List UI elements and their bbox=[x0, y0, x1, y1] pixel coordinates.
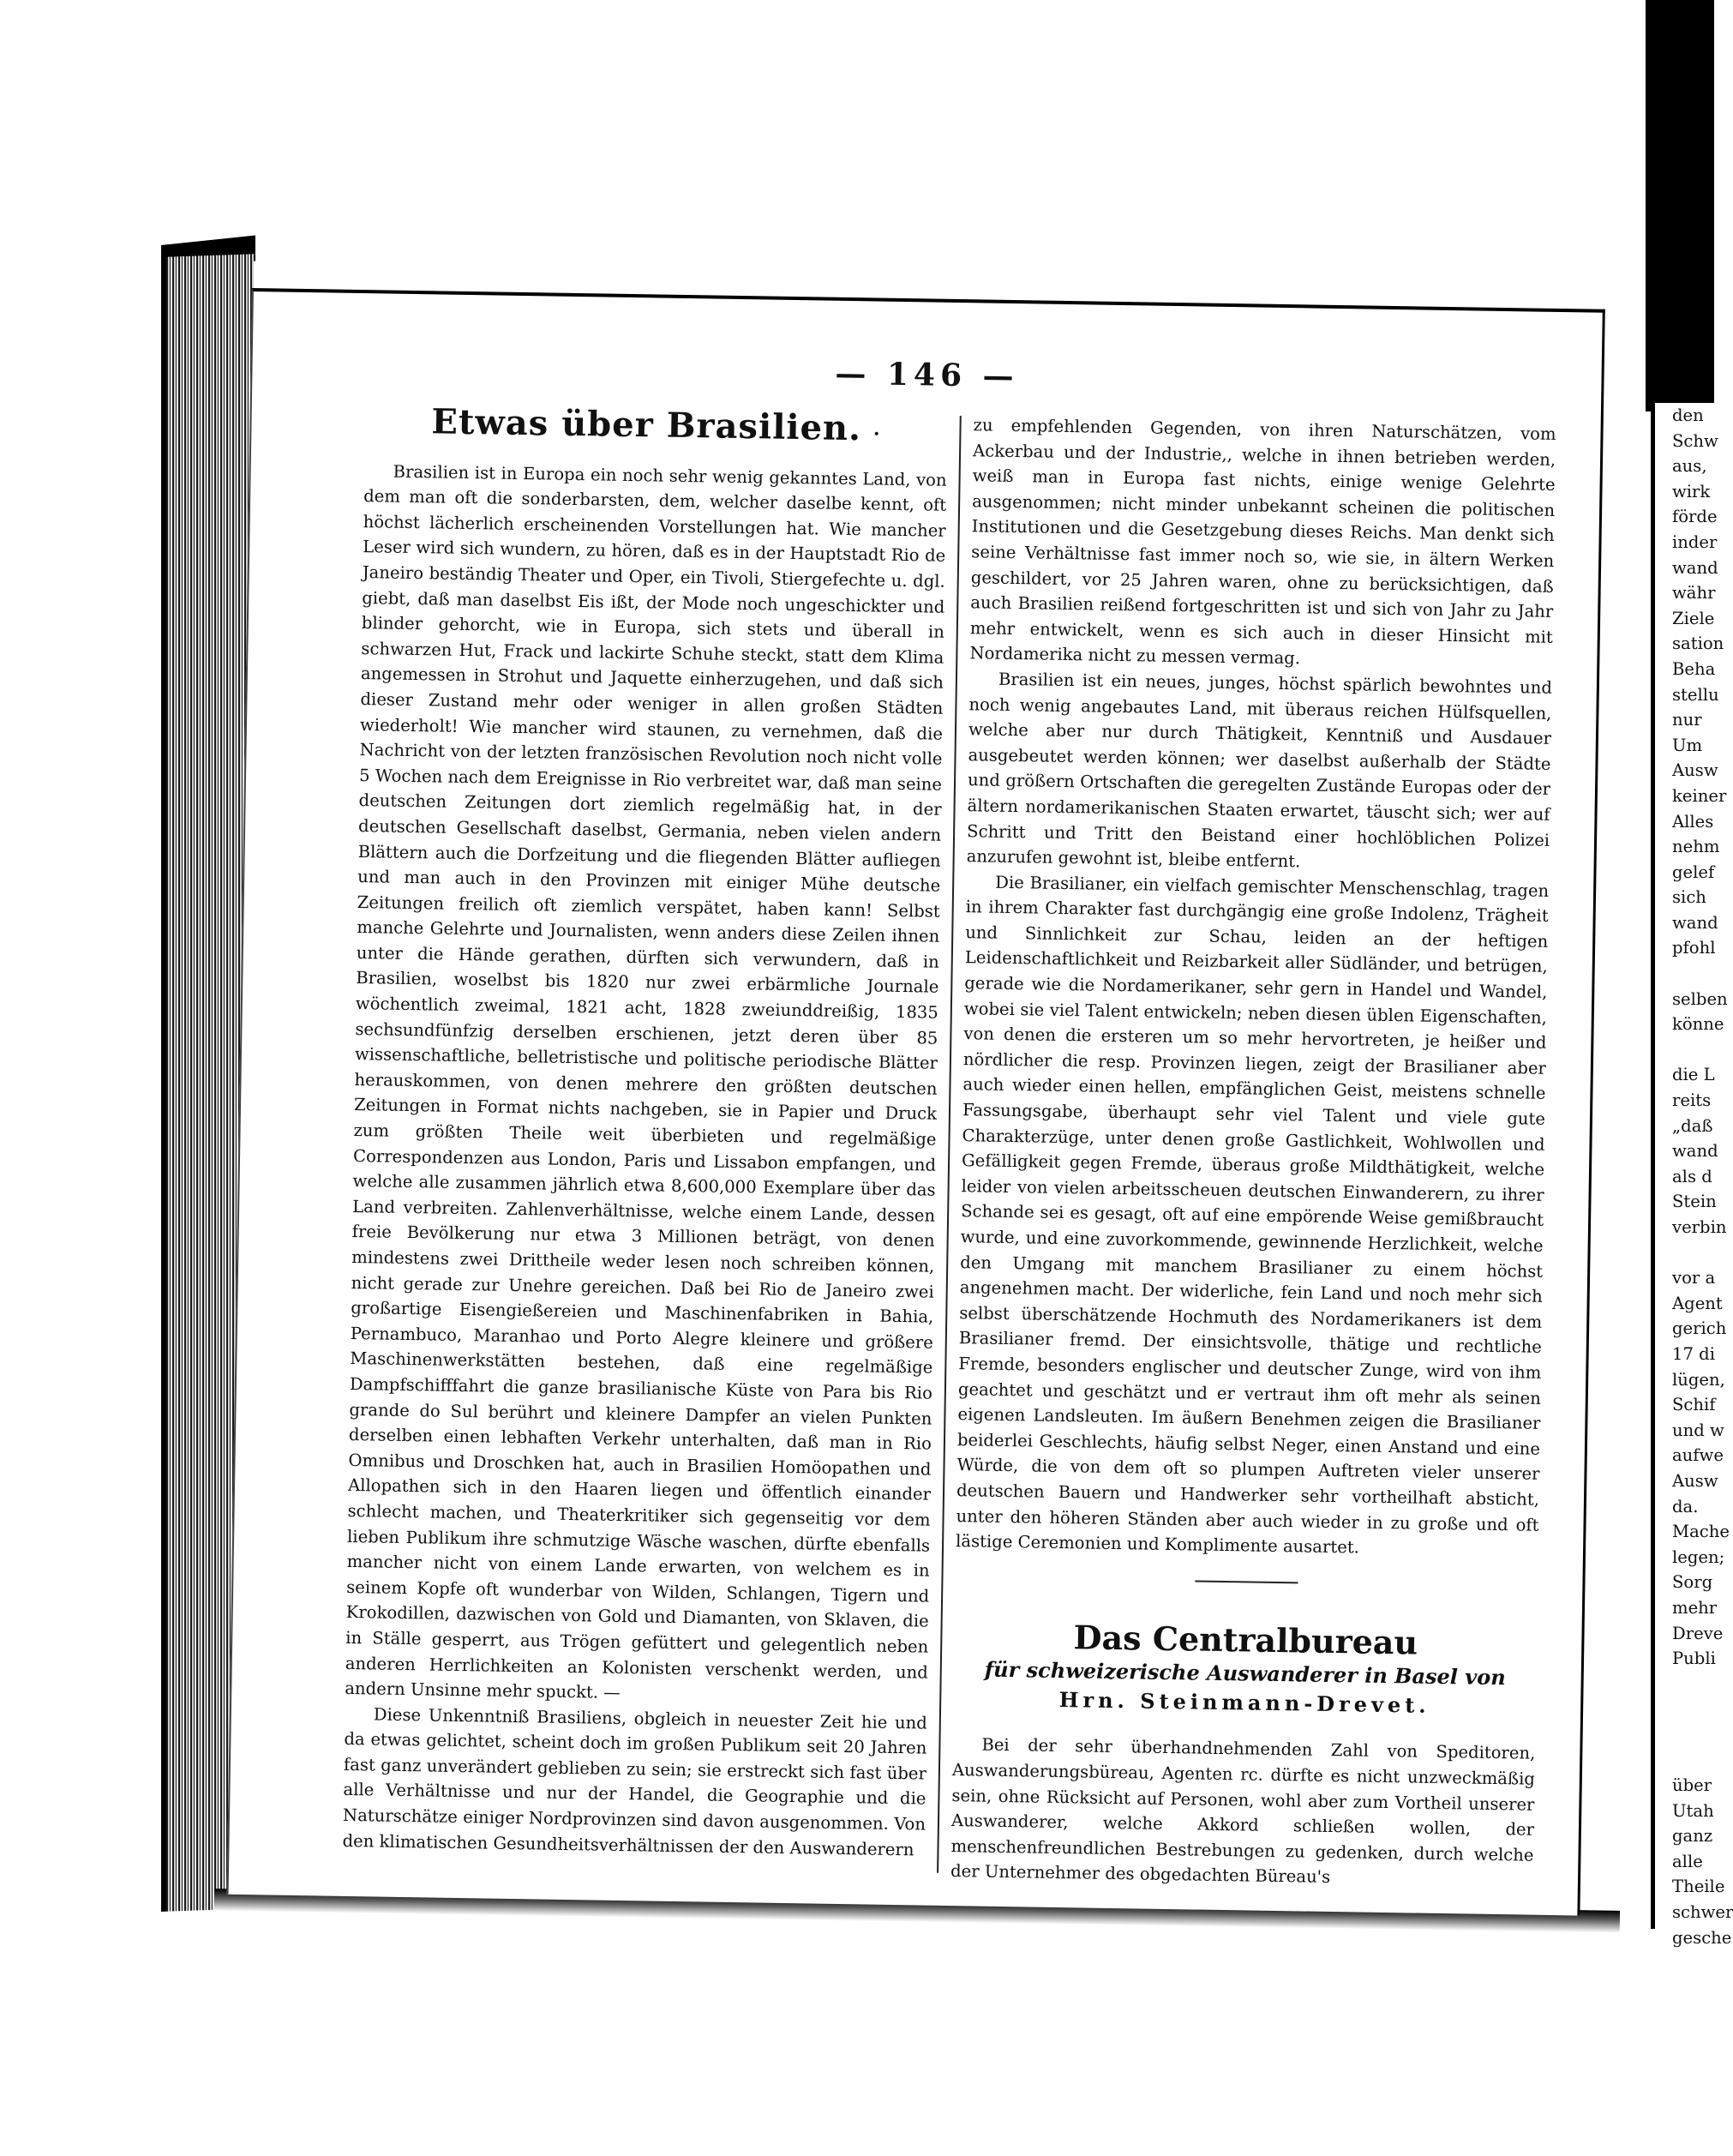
neighbor-fragment-line bbox=[1655, 1240, 1718, 1266]
paragraph: Bei der sehr überhandnehmenden Zahl von Speditoren, Auswanderungsbüreau, Agenten rc. dürfte es nicht unzweckmäßig sein, ohne Rücksicht auf Personen, wohl aber zum Vortheil unserer Auswanderer, welche Akkord schließen wollen, der menschenfreundlichen Bestrebungen zu gedenken, durch welche der Unternehmer des obgedachten Büreau's bbox=[950, 1734, 1536, 1888]
neighbor-fragment-line: den bbox=[1672, 405, 1704, 425]
neighbor-fragment-line: schwer bbox=[1672, 1902, 1733, 1923]
scan-margin-dark bbox=[1646, 0, 1714, 411]
neighbor-fragment-line: förde bbox=[1672, 507, 1718, 527]
neighbor-page-fragment bbox=[1651, 403, 1733, 1948]
neighbor-fragment-line: könne bbox=[1672, 1014, 1724, 1035]
neighbor-fragment-line: wand bbox=[1672, 912, 1718, 933]
neighbor-fragment-line: da. bbox=[1672, 1496, 1699, 1516]
article-subtitle bbox=[953, 1655, 1537, 1722]
neighbor-fragment-line: währ bbox=[1672, 583, 1716, 604]
neighbor-fragment-line: Stein bbox=[1672, 1192, 1717, 1212]
neighbor-fragment-line: Dreve bbox=[1672, 1623, 1724, 1643]
paragraph: Brasilien ist in Europa ein noch sehr wenig gekanntes Land, von dem man oft die sonderbarsten, dem, welcher daselbe kennt, oft höchst lächerlich erscheinenden Vorstellungen hat. Wie mancher Leser wird sich wundern, zu hören, daß es in der Hauptstadt Rio de Janeiro beständig Theater und Oper, ein Tivoli, Stiergefechte u. dgl. giebt, daß man daselbst Eis ißt, der Mode noch ungeschickter und blinder gehorcht, wie in Europa, sich stets und überall in schwarzen Hut, Frack und lackirte Schuhe steckt, statt dem Klima angemessen in Strohut und Jaquette einherzugehen, und daß sich dieser Zustand mehr oder weniger in allen großen Städten wiederholt! Wie mancher wird staunen, zu vernehmen, daß die Nachricht von der letzten französischen Revolution noch nicht volle 5 Wochen nach dem Ereignisse in Rio verbreitet war, daß man seine deutschen Zeitungen dort ziemlich regelmäßig hat, in der deutschen Gesellschaft daselbst, Germania, neben vielen andern Blättern auch die Dorfzeitung und die fliegenden Blätter aufliegen und man auch in den Provinzen mit einiger Mühe deutsche Zeitungen freilich oft ziemlich verspätet, haben kann! Selbst manche Gelehrte und Journalisten, wenn anders diese Zeilen ihnen unter die Hände gerathen, dürften sich verwundern, daß in Brasilien, woselbst bis 1820 nur zwei erbärmliche Journale wöchentlich zweimal, 1821 acht, 1828 zweiunddreißig, 1835 sechsundfünfzig derselben erschienen, jetzt deren über 85 wissenschaftliche, belletristische und politische periodische Blätter herauskommen, von denen mehrere den größten deutschen Zeitungen in Format nichts nachgeben, sie in Papier und Druck zum größten Theile weit überbieten und regelmäßige Correspondenzen aus London, Paris und Lissabon empfangen, und welche alle zusammen jährlich etwa 8,600,000 Exemplare über das Land verbreiten. Zahlenverhältnisse, welche einem Lande, dessen freie Bevölkerung nur etwa 3 Millionen beträgt, von denen mindestens zwei Drittheile weder lesen noch schreiben können, nicht gerade zur Unehre gereichen. Daß bei Rio de Janeiro zwei großartige Eisengießereien und Maschinenfabriken in Bahia, Pernambuco, Maranhao und Porto Alegre kleinere und größere Maschinenwerkstätten bestehen, daß eine regelmäßige Dampfschifffahrt die ganze brasilianische Küste von Para bis Rio grande do Sul berührt und kleinere Dampfer an vielen Punkten derselben einen lebhaften Verkehr unterhalten, daß man in Rio Omnibus und Droschken hat, auch in Brasilien Homöopathen und Allopathen sich in den Haaren liegen und öffentlich einander schlecht machen, und Theaterkritiker sich gegenseitig vor dem lieben Publikum ihre schmutzige Wäsche waschen, dürfte ebenfalls mancher nicht von einem Lande erwarten, von welchem es in seinem Kopfe oft wunderbar von Wilden, Schlangen, Tigern und Krokodillen, dazwischen von Gold und Diamanten, von Sklaven, die in Ställe gesperrt, aus Trögen gefüttert und gelegentlich neben anderen Herrlichkeiten an Kolonisten verschenkt werden, und andern Unsinne mehr spuckt. — bbox=[345, 461, 947, 1703]
neighbor-fragment-line: selben bbox=[1672, 988, 1728, 1009]
neighbor-fragment-line: als d bbox=[1672, 1166, 1712, 1186]
neighbor-fragment-line: Utah bbox=[1672, 1800, 1714, 1821]
neighbor-fragment-line: die L bbox=[1672, 1065, 1715, 1085]
neighbor-fragment-line: gelef bbox=[1672, 862, 1715, 882]
neighbor-fragment-line: aufwe bbox=[1672, 1445, 1724, 1466]
article-title-text: Etwas über Brasilien. bbox=[431, 401, 862, 449]
neighbor-fragment-line: Agent bbox=[1672, 1293, 1723, 1313]
neighbor-fragment-line: vor a bbox=[1672, 1268, 1716, 1288]
neighbor-fragment-line: sich bbox=[1672, 887, 1706, 908]
neighbor-fragment-line: ganz bbox=[1672, 1826, 1713, 1847]
neighbor-fragment-line: gesche bbox=[1672, 1927, 1732, 1948]
neighbor-fragment-line: Beha bbox=[1672, 658, 1716, 679]
column-left bbox=[342, 403, 947, 1863]
neighbor-fragment-line: wand bbox=[1672, 557, 1718, 578]
neighbor-fragment-line: Alles bbox=[1672, 811, 1714, 832]
subtitle-line-1: für schweizerische Auswanderer in Basel von bbox=[984, 1656, 1506, 1691]
neighbor-fragment-line: wand bbox=[1672, 1141, 1718, 1162]
neighbor-fragment-line: über bbox=[1672, 1775, 1712, 1796]
neighbor-fragment-line: nur bbox=[1672, 710, 1702, 730]
neighbor-fragment-line: wirk bbox=[1672, 481, 1711, 501]
neighbor-fragment-line: Ausw bbox=[1672, 760, 1718, 781]
neighbor-fragment-line bbox=[1655, 1672, 1718, 1697]
neighbor-fragment-line bbox=[1655, 961, 1718, 987]
paragraph: Diese Unkenntniß Brasiliens, obgleich in neuester Zeit hie und da etwas gelichtet, scheint doch im großen Publikum seit 20 Jahren fast ganz unverändert geblieben zu sein; sie erstreckt sich fast über alle Verhältnisse und nur der Handel, die Geographie und die Naturschätze einiger Nordprovinzen sind davon ausgenommen. Von den klimatischen Gesundheitsverhältnissen der den Auswanderern bbox=[342, 1704, 927, 1860]
paragraph: Die Brasilianer, ein vielfach gemischter Menschenschlag, tragen in ihrem Charakter fast durchgängig eine große Indolenz, Trägheit und Sinnlichkeit zur Schau, leiden an der heftigen Leidenschaftlichkeit und Reizbarkeit aller Südländer, und betrügen, gerade wie die Nordamerikaner, sehr gern in Handel und Wandel, wobei sie viel Talent entwickeln; neben diesen üblen Eigenschaften, von denen die ersteren um so mehr hervortreten, je heißer und nördlicher die resp. Provinzen liegen, zeigt der Brasilianer aber auch wieder einen hellen, empfänglichen Geist, meistens schnelle Fassungsgabe, überhaupt sehr viel Talent und viele gute Charakterzüge, unter denen große Gastlichkeit, Wohlwollen und Gefälligkeit gegen Fremde, überaus große Mildthätigkeit, welche leider von vielen arbeitsscheuen deutschen Einwanderern, zu ihrer Schande sei es gesagt, oft auf eine empörende Weise gemißbraucht wurde, und eine zuvorkommende, gewinnende Herzlichkeit, welche den Umgang mit manchem Brasilianer zu einem höchst angenehmen macht. Der widerliche, fein Land und noch mehr sich selbst überschätzende Hochmuth des Nordamerikaners ist dem Brasilianer fremd. Der einsichtsvolle, thätige und rechtliche Fremde, besonders englischer und deutscher Zunge, wird von ihm geachtet und geschätzt und er vertraut ihm oft mehr als seinen eigenen Landsleuten. Im äußern Benehmen zeigen die Brasilianer beiderlei Geschlechts, häufig selbst Neger, einen Anstand und eine Würde, die von dem oft so plumpen Auftreten vieler unserer deutschen Bauern und Handwerker sehr vortheilhaft absticht, unter den höheren Ständen aber auch wieder in zu große und oft lästige Ceremonien und Komplimente ausartet. bbox=[955, 872, 1550, 1558]
neighbor-fragment-line: Schw bbox=[1672, 430, 1718, 451]
neighbor-fragment-line: Theile bbox=[1672, 1877, 1725, 1897]
neighbor-fragment-line: Schif bbox=[1672, 1395, 1716, 1415]
neighbor-fragment-line bbox=[1655, 1722, 1718, 1748]
book-page bbox=[227, 288, 1605, 1916]
neighbor-fragment-line: aus, bbox=[1672, 456, 1707, 477]
neighbor-fragment-line: Sorg bbox=[1672, 1572, 1713, 1593]
article-title-centralbureau: Das Centralbureau bbox=[1073, 1617, 1418, 1662]
neighbor-fragment-line: sation bbox=[1672, 634, 1724, 654]
neighbor-fragment-line: gerich bbox=[1672, 1318, 1727, 1339]
neighbor-fragment-line: verbin bbox=[1672, 1217, 1727, 1237]
neighbor-fragment-line: mehr bbox=[1672, 1597, 1718, 1618]
section-divider bbox=[1195, 1580, 1298, 1583]
neighbor-fragment-line: Mache bbox=[1672, 1522, 1730, 1542]
neighbor-fragment-line bbox=[1655, 1037, 1718, 1063]
neighbor-fragment-line: inder bbox=[1672, 531, 1718, 552]
neighbor-fragment-line: nehm bbox=[1672, 837, 1720, 857]
neighbor-fragment-line: und w bbox=[1672, 1420, 1724, 1440]
page-number: — 146 — bbox=[835, 355, 1019, 395]
neighbor-fragment-line bbox=[1655, 1747, 1718, 1773]
neighbor-fragment-line: lügen, bbox=[1672, 1369, 1725, 1390]
subtitle-line-2: Hrn. Steinmann-Drevet. bbox=[1058, 1687, 1430, 1719]
neighbor-fragment-line: Um bbox=[1672, 735, 1703, 755]
neighbor-fragment-line: 17 di bbox=[1672, 1343, 1715, 1364]
neighbor-fragment-line: stellu bbox=[1672, 684, 1719, 705]
neighbor-fragment-line: keiner bbox=[1672, 785, 1727, 806]
article-title-brasilien bbox=[364, 401, 947, 449]
column-right bbox=[950, 412, 1556, 1893]
neighbor-fragment-line: pfohl bbox=[1672, 938, 1716, 958]
paragraph: Brasilien ist ein neues, junges, höchst spärlich bewohntes und noch wenig angebautes Land, mit überaus reichen Hülfsquellen, welche aber nur durch Thätigkeit, Kenntniß und Ausdauer ausgebeutet werden können; wer daselbst außerhalb der Städte und größern Ortschaften die geregelten Zustände Europas oder der ältern nordamerikanischen Staaten erwartet, täuscht sich; wer auf Schritt und Tritt den Beistand einer hochlöblichen Polizei anzurufen gewohnt ist, bleibe entfernt. bbox=[966, 669, 1553, 872]
paragraph-continued: zu empfehlenden Gegenden, von ihren Naturschätzen, vom Ackerbau und der Industrie,, welche in ihnen betrieben werden, weiß man in Europa fast nichts, einige wenige Gelehrte ausgenommen; nicht minder unbekannt scheinen die politischen Institutionen und die Gesetzgebung dieses Reichs. Man denkt sich seine Verhältnisse fast immer noch so, wie sie, in ältern Werken geschildert, vor 25 Jahren waren, ohne zu berücksichtigen, daß auch Brasilien reißend fortgeschritten ist und sich von Jahr zu Jahr mehr entwickelt, wenn es sich auch in dieser Hinsicht mit Nordamerika nicht zu messen vermag. bbox=[969, 415, 1556, 669]
neighbor-fragment-line bbox=[1655, 1697, 1718, 1722]
neighbor-fragment-line: alle bbox=[1672, 1851, 1703, 1871]
neighbor-fragment-line: Ziele bbox=[1672, 608, 1715, 628]
neighbor-fragment-line: reits bbox=[1672, 1090, 1712, 1111]
neighbor-fragment-line: legen; bbox=[1672, 1546, 1725, 1567]
neighbor-fragment-line: „daß bbox=[1672, 1115, 1713, 1136]
neighbor-fragment-line: Publi bbox=[1672, 1649, 1716, 1669]
title-dot: · bbox=[872, 423, 881, 446]
neighbor-fragment-line: Ausw bbox=[1672, 1470, 1718, 1491]
